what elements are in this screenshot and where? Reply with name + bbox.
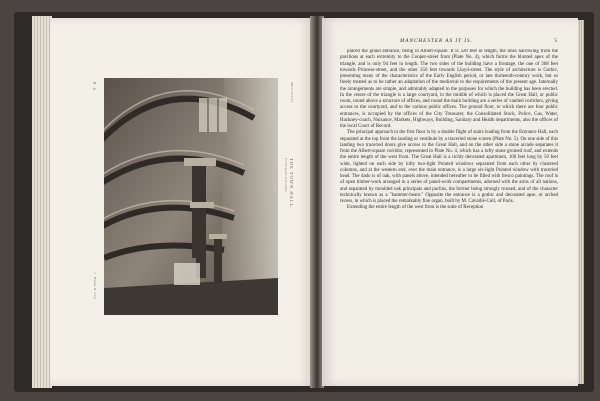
plate-label: P. 4: [92, 82, 97, 91]
paragraph: Extending the entire length of the west front is the suite of Reception: [347, 205, 484, 211]
photo-credit-right: Manchester: [290, 82, 294, 104]
corridor-photograph-drawing: [104, 78, 278, 315]
left-page-edges: [32, 16, 52, 388]
body-text: [340, 49, 558, 345]
photo-credit-left: J. Mudd & Son: [93, 272, 97, 300]
paragraph: The principal approach to the first floor is by a double flight of stairs leading from the Entrance Hall, each separated at the top from the landing or vestibule by a traceried stone screen (Plate No. 5). On one side of this landing two traceried doors give access to the Great Hall, and on the other side a stone arcade separates it from the Albert-square corridor, represented in Plate No. 4, which has a lofty stone groined roof, and extends the entire length of the west front. The Great Hall is a richly decorated apartment, 100 feet long by 50 feet wide, lighted on each side by lofty two-light Pointed windows separated from each other by clustered columns, and at the western end, over the main entrance, is a large six-light Pointed window with traceried head. The dado is of oak, with panels above, intended hereafter to be filled with fresco paintings. The roof is of open timber-work arranged in a series of panel-work compartments, adorned with the arms of all nations, and separated by moulded oak principals and purlins, the former being strongly trussed, and of the character technically known as a "hammer-beam." Opposite the entrance is a gothic and decorated apse, or arched recess, in which is placed the remarkably fine organ, built by M. Cavaillé-Coll, of Paris.: [340, 130, 558, 204]
plate-subcaption: Principal Corridor.: [284, 158, 288, 195]
corridor-photograph: [104, 78, 278, 315]
page-number: 5: [554, 38, 558, 44]
paragraph: placed the grand entrance, being in Albert-square. It is 328 feet in length, the lines narrowing from the pavilions at each extremity to the Cooper-street front (Plate No. 4), which forms the blunted apex of the triangle, and is only 94 feet in length. The two sides of the building have a frontage, the one of 368 feet towards Princess-street, and the other 350 feet towards Lloyd-street. The style of architecture is Gothic, presenting many of the characteristics of the Early English period, or late thirteenth-century work, but so freely treated as to be rather an adaptation of the mediæval to the requirements of the present age. Internally the arrangements are simple, and admirably adapted to the purposes for which the building has been erected. In the centre of the triangle is a large courtyard, in the middle of which is placed the Great Hall, or public room, round above a structure of offices, and round the main building are a series of vaulted corridors, giving access to the courtyard, and to the various public offices. The ground floor, to which there are four public entrances, is occupied by the offices of the City Treasurer, the Consolidated Stock, Police, Gas, Water, Hackney-coach, Nuisance, Markets, Highways, Building, Sanitary and Health departments, also the offices of the local Court of Record.: [340, 49, 558, 129]
running-head-title: MANCHESTER AS IT IS.: [400, 38, 473, 44]
right-page-edges: [578, 20, 584, 384]
plate-caption: THE TOWN HALL.: [289, 158, 294, 210]
